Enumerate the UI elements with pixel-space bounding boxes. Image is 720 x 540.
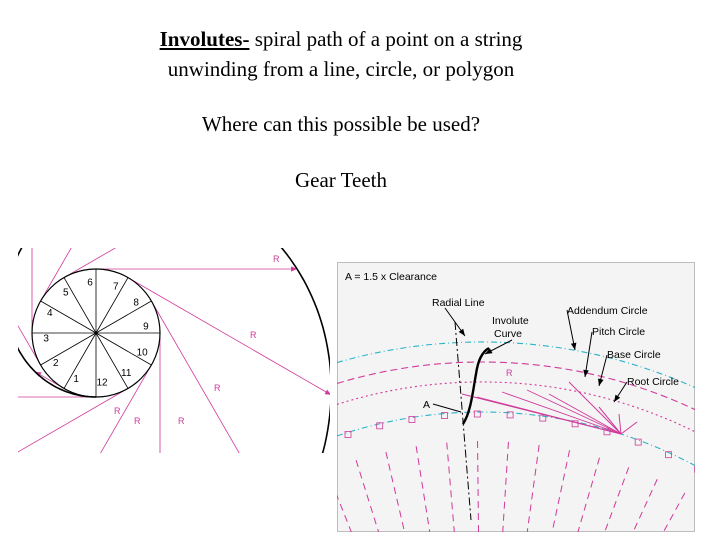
pitch-circle-label: Pitch Circle xyxy=(592,326,646,338)
point-label: 1 xyxy=(73,373,79,385)
title-term: Involutes- xyxy=(159,27,250,51)
dimension-a-label: A xyxy=(423,399,431,411)
radial-division-line xyxy=(64,333,96,388)
radius-label: R xyxy=(214,383,221,393)
title-block xyxy=(0,24,682,84)
tangent-line xyxy=(64,248,209,278)
clearance-note: A = 1.5 x Clearance xyxy=(345,271,437,283)
point-label: 12 xyxy=(96,377,108,389)
radial-line-label: Radial Line xyxy=(432,297,485,309)
tangent-line xyxy=(151,301,285,453)
question-text: Where can this possible be used? xyxy=(201,112,481,136)
radius-label: R xyxy=(178,416,185,426)
title-line-1 xyxy=(0,24,682,54)
answer-text: Gear Teeth xyxy=(294,168,387,192)
base-circle-label: Base Circle xyxy=(607,349,661,361)
gear-tooth-diagram xyxy=(337,262,695,532)
radius-label: R xyxy=(114,406,121,416)
point-label: 4 xyxy=(47,307,53,319)
point-label: 8 xyxy=(133,297,139,309)
involute-curve-label-1: Involute xyxy=(492,315,529,327)
point-labels xyxy=(43,254,280,426)
title-line-2: unwinding from a line, circle, or polygon xyxy=(167,57,515,81)
point-label: 9 xyxy=(143,321,149,333)
involute-curve-label-2: Curve xyxy=(494,328,523,340)
involute-diagram xyxy=(18,248,330,453)
point-label: 7 xyxy=(113,281,119,293)
root-circle-label: Root Circle xyxy=(627,376,679,388)
radial-division-line xyxy=(96,278,128,333)
tangent-arrowhead xyxy=(325,390,330,395)
point-label: 10 xyxy=(136,347,148,359)
tangent-line xyxy=(18,388,128,453)
tangent-line xyxy=(128,278,330,395)
radial-division-line xyxy=(41,333,96,365)
point-label: 2 xyxy=(53,357,59,369)
tangent-line xyxy=(18,307,41,365)
point-label: 3 xyxy=(43,333,49,345)
tangent-line xyxy=(41,248,108,301)
title-description-1: spiral path of a point on a string xyxy=(249,27,523,51)
radius-label: R xyxy=(273,254,280,264)
radius-label: R xyxy=(250,330,257,340)
point-label: 11 xyxy=(121,367,132,379)
radius-label: R xyxy=(134,416,141,426)
addendum-circle-label: Addendum Circle xyxy=(567,305,648,317)
point-label: 6 xyxy=(87,277,93,289)
involute-construction xyxy=(18,248,330,453)
gear-radius-label: R xyxy=(506,368,513,378)
point-label: 5 xyxy=(63,287,69,299)
